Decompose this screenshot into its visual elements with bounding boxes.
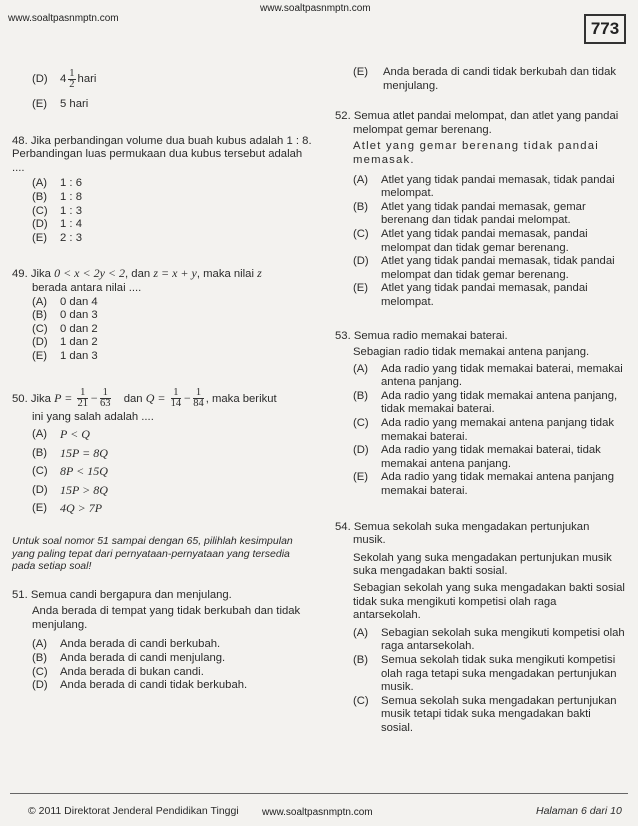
watermark-bottom: www.soaltpasnmptn.com (262, 807, 373, 818)
options-list (12, 638, 312, 692)
watermark-left: www.soaltpasnmptn.com (8, 13, 119, 24)
option-text: Ada radio yang memakai antena panjang tidak memakai baterai. (381, 417, 614, 443)
option-label: (B) (32, 651, 48, 664)
option-item (32, 309, 312, 323)
option-label: (A) (32, 295, 48, 308)
option-text: Semua sekolah tidak suka mengikuti kompetisi olah raga tetapi suka mengadakan pertunjukan musik. (381, 653, 617, 694)
q47-option-d (32, 66, 312, 92)
option-label: (C) (32, 322, 48, 335)
option-text: 15P > 8Q (60, 482, 108, 497)
option-item (32, 218, 312, 232)
fraction: $\frac{1}{2}$ (69, 67, 75, 90)
question-stem: 54. Semua sekolah suka mengadakan pertunjukan musik. (335, 520, 590, 547)
option-text: 1 : 6 (60, 177, 82, 190)
premise: Anda berada di tempat yang tidak berkubah dan tidak menjulang. (32, 605, 301, 631)
option-label: (D) (32, 73, 48, 85)
option-item (32, 428, 312, 443)
option-item (32, 323, 312, 337)
option-item (353, 627, 625, 654)
question-stem: 50. Jika P = $\frac{1}{21}$ − $\frac{1}{63}$ dan Q = $\frac{1}{14}$ − $\frac{1}{84}$ , maka berikut (12, 387, 277, 410)
question-54 (335, 521, 625, 736)
question-52 (335, 110, 625, 309)
question-stem-cont: ini yang salah adalah .... (32, 410, 154, 423)
option-label: (C) (353, 694, 369, 707)
options-list (12, 428, 312, 517)
option-item (353, 471, 625, 498)
mixed-whole: 4 (60, 73, 67, 85)
options-list (335, 174, 625, 310)
footer-copyright: © 2011 Direktorat Jenderal Pendidikan Tinggi (28, 805, 239, 817)
option-label: (D) (32, 218, 48, 231)
question-48 (12, 135, 312, 246)
option-label: (D) (32, 679, 48, 692)
option-label: (B) (32, 446, 48, 459)
option-item (353, 417, 625, 444)
question-49 (12, 267, 312, 363)
option-text: 1 : 8 (60, 190, 82, 203)
footer-rule (10, 793, 628, 794)
question-stem: 49. Jika 0 < x < 2y < 2, dan z = x + y, maka nilai z (12, 266, 262, 281)
page-number-box: 773 (584, 14, 626, 44)
q47-tail (12, 66, 312, 112)
option-item (32, 232, 312, 246)
option-label: (A) (353, 173, 369, 186)
options-list (12, 177, 312, 245)
option-label: (D) (353, 444, 369, 457)
option-text: Atlet yang tidak pandai memasak, tidak pandai melompat. (381, 173, 615, 200)
option-label: (E) (32, 231, 48, 244)
option-item (32, 177, 312, 191)
option-text: Anda berada di candi menjulang. (60, 651, 226, 664)
option-text: Semua sekolah suka mengadakan pertunjukan musik tetapi tidak suka mengadakan bakti sosial. (381, 694, 617, 734)
option-text: hari (77, 73, 97, 85)
option-label: (B) (353, 389, 369, 402)
option-label: (C) (32, 665, 48, 678)
option-item (353, 363, 625, 390)
option-text: Anda berada di candi tidak berkubah. (60, 679, 248, 692)
option-text: 2 : 3 (60, 231, 82, 244)
option-item (32, 447, 312, 462)
option-item (353, 228, 625, 255)
option-text: Anda berada di candi berkubah. (60, 638, 221, 651)
option-label: (B) (32, 190, 48, 203)
option-label: (A) (353, 362, 369, 375)
option-text: 0 dan 3 (60, 309, 98, 322)
q47-option-e (32, 98, 312, 112)
right-column (335, 66, 625, 736)
option-item (32, 484, 312, 499)
options-list (335, 627, 625, 736)
option-label: (C) (32, 465, 48, 478)
option-text: Atlet yang tidak pandai memasak, pandai melompat. (381, 282, 588, 308)
option-item (32, 502, 312, 517)
option-item (353, 201, 625, 228)
footer-page: Halaman 6 dari 10 (536, 805, 622, 817)
option-text: Anda berada di bukan candi. (60, 665, 204, 678)
option-item (32, 296, 312, 310)
option-label: (E) (353, 66, 369, 78)
option-text: 1 : 4 (60, 218, 82, 231)
premise-1: Sekolah yang suka mengadakan pertunjukan musik suka mengadakan bakti sosial. (353, 551, 612, 578)
option-text: 4Q > 7P (60, 501, 103, 516)
option-item (353, 255, 625, 282)
option-item (32, 666, 312, 680)
option-text: 0 dan 2 (60, 322, 98, 335)
option-text: 15P = 8Q (60, 445, 108, 460)
question-stem-cont: berada antara nilai .... (32, 281, 142, 294)
option-item (353, 654, 625, 695)
option-text: Ada radio yang tidak memakai antena panjang memakai baterai. (381, 471, 614, 498)
option-text: 5 hari (60, 98, 89, 110)
question-stem: 52. Semua atlet pandai melompat, dan atlet yang pandai melompat gemar berenang. (335, 110, 619, 136)
option-item (32, 679, 312, 693)
option-text: 0 dan 4 (60, 295, 98, 308)
option-label: (B) (353, 653, 369, 666)
question-51 (12, 589, 312, 693)
option-label: (C) (32, 204, 48, 217)
left-column (12, 66, 312, 693)
option-item (353, 282, 625, 309)
option-label: (A) (32, 177, 48, 190)
option-label: (B) (353, 200, 369, 213)
option-label: (C) (353, 227, 369, 240)
instruction-text: Untuk soal nomor 51 sampai dengan 65, pilihlah kesimpulan yang paling tepat dari pernyataan-pernyataan yang tersedia pada setiap soal! (12, 535, 293, 573)
option-label: (B) (32, 309, 48, 322)
option-text: Ada radio yang tidak memakai baterai, memakai antena panjang. (381, 362, 623, 389)
option-item (32, 638, 312, 652)
question-50 (12, 386, 312, 518)
option-item (32, 350, 312, 364)
watermark-top: www.soaltpasnmptn.com (260, 3, 371, 14)
option-text: Atlet yang tidak pandai memasak, gemar berenang dan tidak pandai melompat. (381, 200, 586, 227)
premise: Atlet yang gemar berenang tidak pandai memasak. (353, 140, 599, 166)
option-item (32, 465, 312, 480)
option-text: Ada radio yang tidak memakai antena panjang, tidak memakai baterai. (381, 389, 618, 416)
option-label: (C) (353, 417, 369, 430)
option-label: (E) (32, 98, 48, 110)
option-item (32, 205, 312, 219)
option-text: 8P < 15Q (60, 464, 108, 479)
options-list (335, 363, 625, 499)
option-text: Sebagian sekolah suka mengikuti kompetisi olah raga antarsekolah. (381, 626, 625, 653)
option-label: (D) (32, 336, 48, 349)
options-list (12, 296, 312, 364)
question-53 (335, 330, 625, 499)
option-label: (D) (32, 483, 48, 496)
option-label: (E) (353, 282, 369, 295)
option-label: (E) (353, 471, 369, 484)
option-item (32, 652, 312, 666)
option-text: Ada radio yang tidak memakai baterai, tidak memakai antena panjang. (381, 444, 601, 470)
option-item (353, 444, 625, 471)
option-text: 1 : 3 (60, 204, 82, 217)
option-label: (A) (353, 626, 369, 639)
math-condition: 0 < x < 2y < 2 (54, 266, 126, 281)
premise-2: Sebagian sekolah yang suka mengadakan bakti sosial tidak suka mengikuti kompetisi olah raga antarsekolah. (353, 582, 625, 622)
option-item (353, 390, 625, 417)
option-item (353, 695, 625, 736)
question-stem: 53. Semua radio memakai baterai. (335, 329, 508, 342)
option-label: (E) (32, 349, 48, 362)
option-text: Atlet yang tidak pandai memasak, tidak pandai melompat dan tidak gemar berenang. (381, 255, 615, 281)
option-item (32, 336, 312, 350)
option-text: Atlet yang tidak pandai memasak, pandai melompat dan tidak gemar berenang. (381, 227, 588, 254)
math-variable: z (257, 266, 262, 281)
question-stem: 51. Semua candi bergapura dan menjulang. (12, 588, 232, 601)
option-text: 1 dan 2 (60, 336, 98, 349)
math-expression: z = x + y (153, 266, 197, 281)
option-label: (A) (32, 638, 48, 651)
option-label: (D) (353, 255, 369, 268)
question-stem: 48. Jika perbandingan volume dua buah kubus adalah 1 : 8. Perbandingan luas permukaan dua kubus tersebut adalah .... (12, 134, 312, 174)
option-label: (E) (32, 502, 48, 515)
option-label: (A) (32, 428, 48, 441)
option-text: Anda berada di candi tidak berkubah dan tidak menjulang. (383, 66, 617, 92)
option-item (353, 174, 625, 201)
option-item (32, 191, 312, 205)
q51-option-e (353, 66, 625, 93)
option-text: 1 dan 3 (60, 349, 98, 362)
option-text: P < Q (60, 427, 90, 442)
premise: Sebagian radio tidak memakai antena panjang. (353, 346, 590, 359)
